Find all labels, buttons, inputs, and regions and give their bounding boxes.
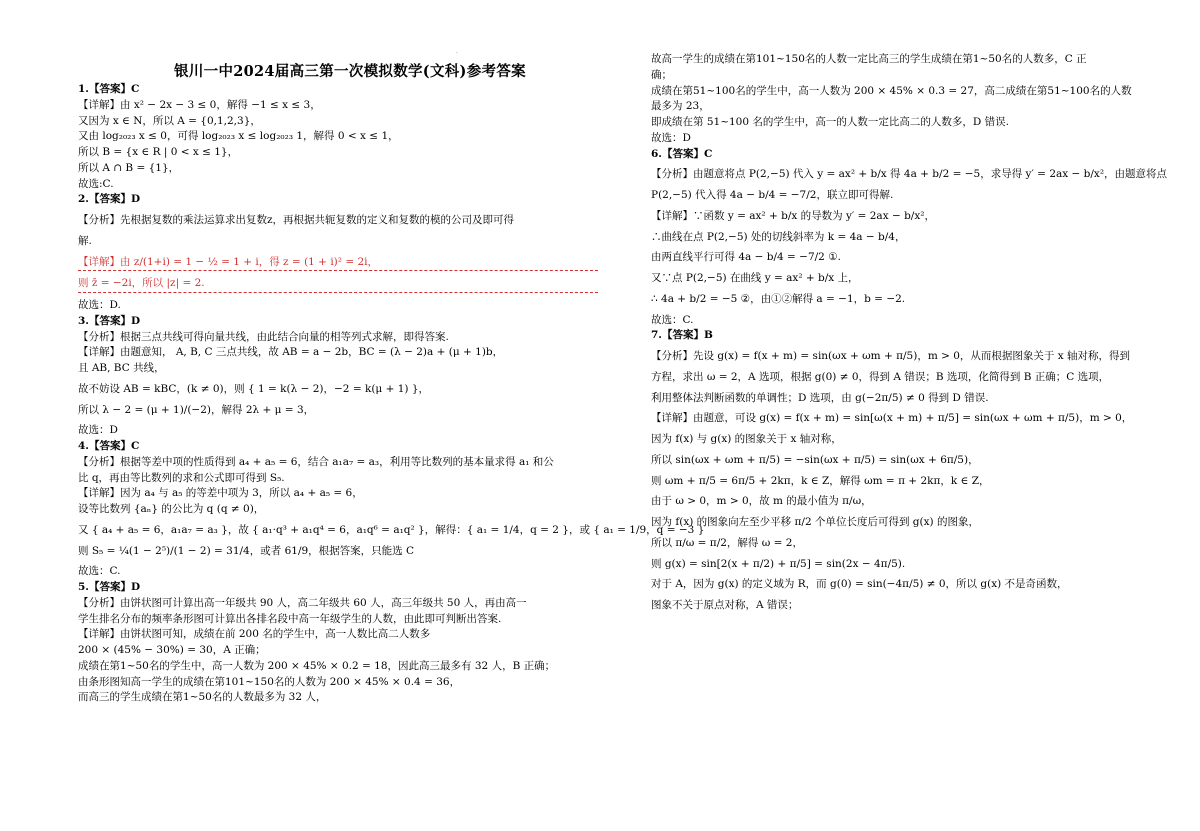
right-text-line: 利用整体法判断函数的单调性；D 选项，由 g(−2π/5) ≠ 0 得到 D 错误. [651,391,989,404]
left-text-line: 比 q，再由等比数列的求和公式即可得到 S₅. [78,471,285,484]
left-text-line: 由条形图知高一学生的成绩在第101~150名的人数为 200 × 45% × 0.4 = 36， [78,675,461,688]
left-text-line: 所以 B = {x ∈ R | 0 < x ≤ 1}， [78,146,239,158]
right-column [651,52,1168,614]
left-text-line: 所以 A ∩ B = {1}， [78,161,180,174]
left-text-line: 【详解】由题意知， A, B, C 三点共线，故 AB = a − 2b，BC = (λ − 2)a + (μ + 1)b， [78,346,504,359]
right-text-line: 方程，求出 ω = 2，A 选项，根据 g(0) ≠ 0，得到 A 错误；B 选项，化简得到 B 正确；C 选项， [651,370,1110,383]
left-text-line: 【分析】根据等差中项的性质得到 a₄ + a₅ = 6，结合 a₁a₇ = a₃，利用等比数列的基本量求得 a₁ 和公 [78,455,554,468]
left-text-line: 而高三的学生成绩在第1~50名的人数最多为 32 人， [78,691,327,704]
left-text-line: 故选:C. [78,177,114,190]
right-text-line: 【分析】由题意将点 P(2,−5) 代入 y = ax² + b/x 得 4a + b/2 = −5，求导得 y′ = 2ax − b/x²，由题意将点 [651,168,1168,181]
left-text-line: 则 z̄ = −2i，所以 |z| = 2. [78,276,598,293]
left-text-line: 成绩在第1~50名的学生中，高一人数为 200 × 45% × 0.2 = 18，因此高三最多有 32 人，B 正确； [78,659,556,672]
right-text-line: 则 g(x) = sin[2(x + π/2) + π/5] = sin(2x − 4π/5). [651,557,906,570]
right-text-line: 确； [651,68,672,81]
right-text-line: 6.【答案】C [651,147,713,160]
right-text-line: ∴曲线在点 P(2,−5) 处的切线斜率为 k = 4a − b/4， [651,230,906,243]
left-text-line: 5.【答案】D [78,581,141,593]
left-text-line: 则 S₅ = ¼(1 − 2⁵)/(1 − 2) = 31/4，或者 61/9，根据答案，只能选 C [78,544,415,557]
page-title: 银川一中2024届高三第一次模拟数学(文科)参考答案 [174,63,526,80]
left-text-line: 【分析】先根据复数的乘法运算求出复数z，再根据共轭复数的定义和复数的模的公司及即可得 [78,214,515,226]
left-text-line: 3.【答案】D [78,314,141,327]
right-text-line: P(2,−5) 代入得 4a − b/4 = −7/2，联立即可得解. [651,189,894,201]
left-text-line: 又由 log₂₀₂₃ x ≤ 0，可得 log₂₀₂₃ x ≤ log₂₀₂₃ 1，解得 0 < x ≤ 1， [78,130,399,143]
right-text-line: 因为 f(x) 与 g(x) 的图象关于 x 轴对称， [651,433,842,445]
right-text-line: 所以 sin(ωx + ωm + π/5) = −sin(ωx + π/5) = sin(ωx + 6π/5)， [651,453,979,466]
left-text-line: 2.【答案】D [78,193,141,206]
left-text-line: 【详解】由 z/(1+i) = 1 − ½ = 1 + i，得 z = (1 + i)² = 2i， [78,255,598,272]
right-text-line: 所以 π/ω = π/2，解得 ω = 2， [651,536,803,549]
top-mark: · [456,50,458,57]
right-text-line: 图象不关于原点对称，A 错误； [651,599,799,611]
left-text-line: 【详解】由饼状图可知，成绩在前 200 名的学生中，高一人数比高二人数多 [78,628,431,641]
left-text-line: 又因为 x ∈ N，所以 A = {0,1,2,3}， [78,114,261,127]
right-text-line: 则 ωm + π/5 = 6π/5 + 2kπ，k ∈ Z，解得 ωm = π + 2kπ，k ∈ Z， [651,474,990,487]
right-text-line: 成绩在第51~100名的学生中，高一人数为 200 × 45% × 0.3 = 27，高二成绩在第51~100名的人数 [651,84,1132,97]
left-text-line: 故选：D. [78,299,121,311]
right-text-line: 故选：D [651,131,691,144]
left-text-line: 故不妨设 AB = kBC，(k ≠ 0)，则 { 1 = k(λ − 2)，−2 = k(μ + 1) }， [78,382,430,395]
left-text-line: 【分析】由饼状图可计算出高一年级共 90 人，高二年级共 60 人，高三年级共 50 人，再由高一 [78,596,527,609]
left-text-line: 解. [78,234,92,247]
right-text-line: 【详解】由题意，可设 g(x) = f(x + m) = sin[ω(x + m) + π/5] = sin(ωx + ωm + π/5)，m > 0， [651,412,1133,425]
right-text-line: 对于 A，因为 g(x) 的定义域为 R，而 g(0) = sin(−4π/5) ≠ 0，所以 g(x) 不是奇函数， [651,578,1068,591]
left-text-line: 又 { a₄ + a₅ = 6，a₁a₇ = a₃ }，故 { a₁·q³ + a₁q⁴ = 6，a₁q⁶ = a₁q² }，解得：{ a₁ = 1/4，q = 2 }，或 { a₁ = 1/9，q = −3 } [78,523,705,536]
right-text-line: 【分析】先设 g(x) = f(x + m) = sin(ωx + ωm + π/5)，m > 0，从而根据图象关于 x 轴对称，得到 [651,350,1131,362]
left-text-line: 1.【答案】C [78,83,140,95]
right-text-line: 由两直线平行可得 4a − b/4 = −7/2 ①. [651,251,841,264]
left-text-line: 200 × (45% − 30%) = 30，A 正确； [78,644,266,656]
left-text-line: 且 AB, BC 共线， [78,362,165,374]
left-text-line: 【详解】由 x² − 2x − 3 ≤ 0，解得 −1 ≤ x ≤ 3， [78,98,321,111]
right-text-line: 7.【答案】B [651,329,713,342]
left-text-line: 4.【答案】C [78,440,140,452]
right-text-line: 因为 f(x) 的图象向左至少平移 π/2 个单位长度后可得到 g(x) 的图象， [651,516,979,528]
right-text-line: 【详解】∵函数 y = ax² + b/x 的导数为 y′ = 2ax − b/x²， [651,209,935,222]
right-text-line: ∴ 4a + b/2 = −5 ②，由①②解得 a = −1，b = −2. [651,292,906,305]
left-text-line: 设等比数列 {aₙ} 的公比为 q (q ≠ 0)， [78,503,265,515]
left-text-line: 故选：C. [78,565,121,578]
left-text-line: 所以 λ − 2 = (μ + 1)/(−2)，解得 2λ + μ = 3， [78,403,315,416]
left-text-line: 【分析】根据三点共线可得向量共线，由此结合向量的相等列式求解，即得答案. [78,330,449,343]
right-text-line: 即成绩在第 51~100 名的学生中，高一的人数一定比高二的人数多，D 错误. [651,116,1009,128]
right-text-line: 又∵点 P(2,−5) 在曲线 y = ax² + b/x 上， [651,272,859,284]
left-text-line: 【详解】因为 a₄ 与 a₅ 的等差中项为 3，所以 a₄ + a₅ = 6， [78,487,363,500]
right-text-line: 由于 ω > 0，m > 0，故 m 的最小值为 π/ω， [651,495,872,508]
right-text-line: 故高一学生的成绩在第101~150名的人数一定比高三的学生成绩在第1~50名的人数多，C 正 [651,53,1087,65]
right-text-line: 故选：C. [651,313,694,326]
right-text-line: 最多为 23， [651,100,710,113]
left-text-line: 学生排名分布的频率条形图可计算出各排名段中高一年级学生的人数，由此即可判断出答案. [78,612,502,625]
left-text-line: 故选：D [78,424,118,437]
